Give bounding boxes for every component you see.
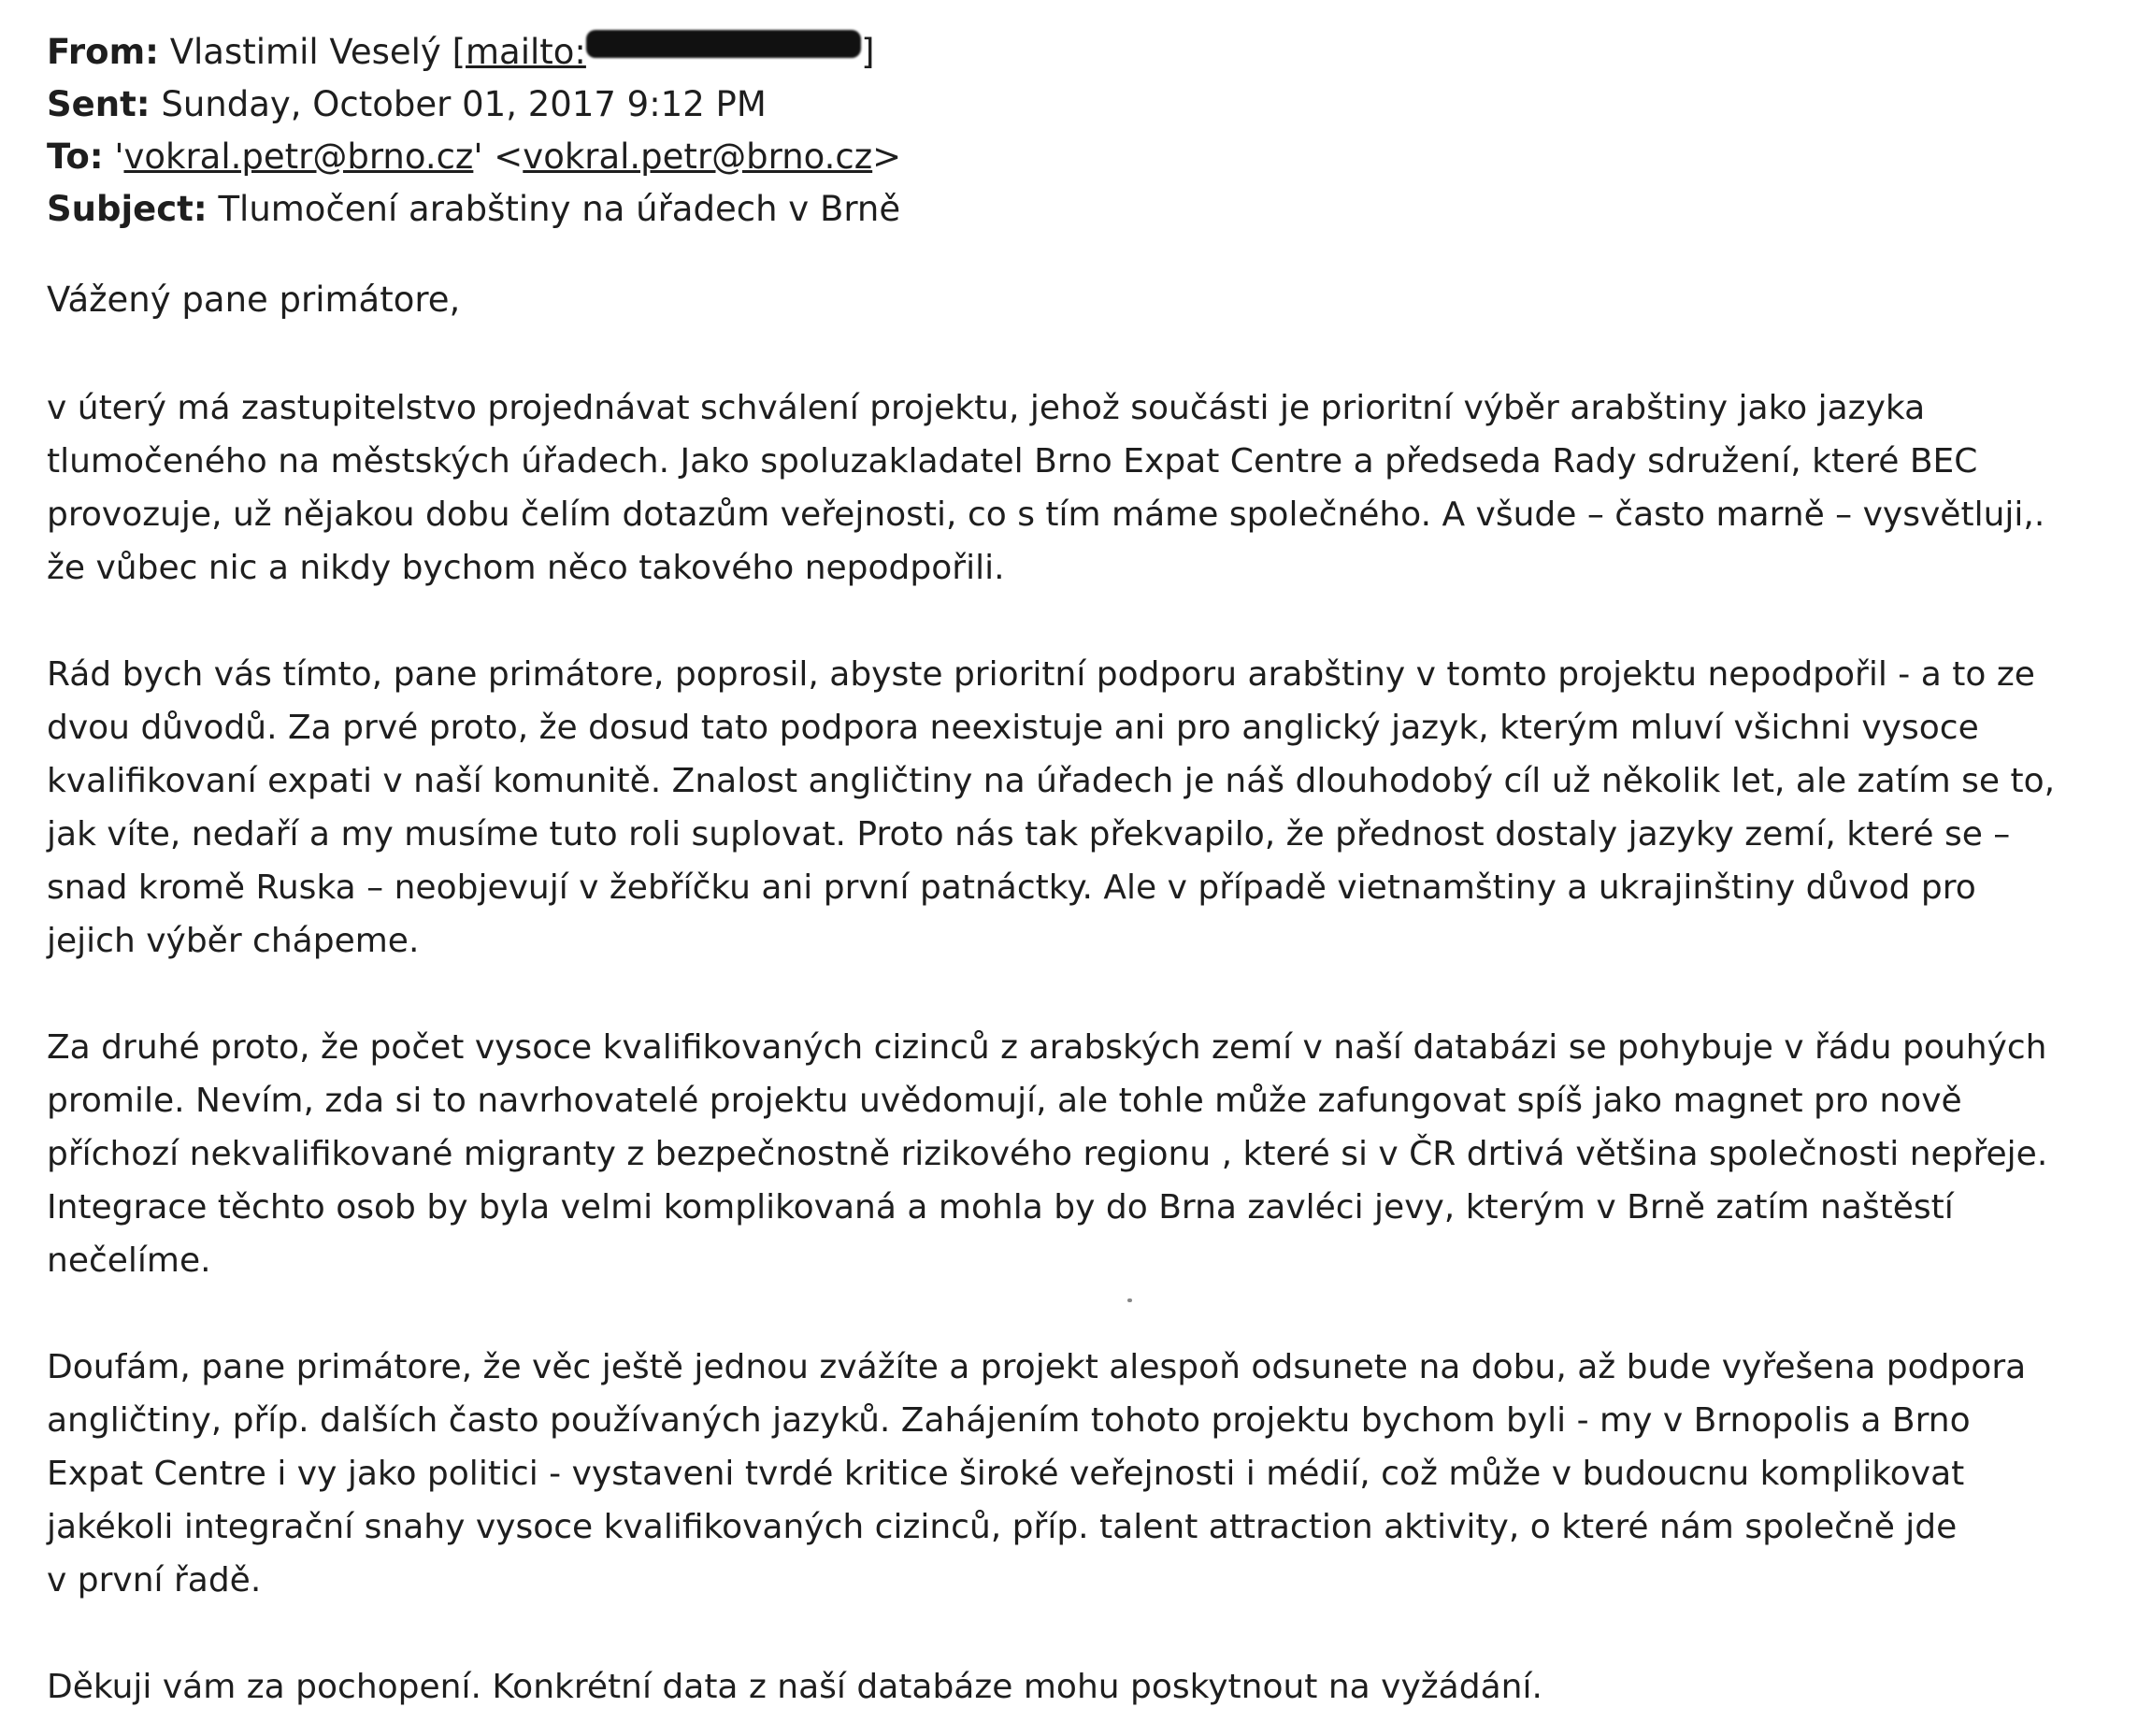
paragraph-line: nečelíme. [47,1241,211,1280]
to-email-link-1[interactable]: vokral.petr@brno.cz [123,136,474,177]
paragraph-4 [47,1341,2124,1607]
subject-value: Tlumočení arabštiny na úřadech v Brně [218,189,901,229]
sent-label: Sent: [47,84,151,124]
paragraph-1 [47,381,2124,595]
from-mailto-link[interactable] [466,32,861,72]
to-line [47,131,2124,183]
to-email-link-2[interactable]: vokral.petr@brno.cz [523,136,873,177]
paragraph-line: dvou důvodů. Za prvé proto, že dosud tato podpora neexistuje ani pro anglický jazyk, kterým mluví všichni vysoce [47,709,1979,747]
to-label: To: [47,136,104,177]
paragraph-line: provozuje, už nějakou dobu čelím dotazům veřejnosti, co s tím máme společného. A všude – často marně – vysvětluji,. [47,495,2045,534]
paragraph-line: snad kromě Ruska – neobjevují v žebříčku ani první patnáctky. Ale v případě vietnamštiny a ukrajinštiny důvod pro [47,868,1976,907]
paragraph-line: jejich výběr chápeme. [47,922,420,960]
to-quote-close: ' < [473,136,524,177]
redacted-email [586,30,861,58]
paragraph-line: jakékoli integrační snahy vysoce kvalifikovaných cizinců, příp. talent attraction aktivity, o které nám společně jde [47,1508,1958,1546]
paragraph-line: kvalifikovaní expati v naší komunitě. Znalost angličtiny na úřadech je náš dlouhodobý cíl už několik let, ale zatím se to, [47,762,2056,800]
paragraph-line: příchozí nekvalifikované migranty z bezpečnostně rizikového regionu , které si v ČR drtivá většina společnosti nepřeje. [47,1135,2048,1173]
from-name: Vlastimil Veselý [ [169,32,466,72]
paragraph-2 [47,648,2124,968]
from-label: From: [47,32,159,72]
sent-line [47,79,2124,131]
paragraph-5 [47,1660,2124,1714]
paragraph-line: Děkuji vám za pochopení. Konkrétní data z naší databáze mohu poskytnout na vyžádání. [47,1668,1542,1706]
from-close-bracket: ] [861,32,875,72]
subject-label: Subject: [47,189,208,229]
mailto-prefix: mailto: [466,32,586,72]
paragraph-line: Doufám, pane primátore, že věc ještě jednou zvážíte a projekt alespoň odsunete na dobu, až bude vyřešena podpora [47,1348,2027,1386]
paragraph-line: angličtiny, příp. dalších často používaných jazyků. Zahájením tohoto projektu bychom byli - my v Brnopolis a Brno [47,1401,1971,1440]
salutation: Vážený pane primátore, [47,280,461,320]
scan-speck [1127,1298,1132,1302]
paragraph-line: v úterý má zastupitelstvo projednávat schválení projektu, jehož součásti je prioritní výběr arabštiny jako jazyka [47,389,1926,427]
paragraph-line: že vůbec nic a nikdy bychom něco takového nepodpořili. [47,549,1005,587]
paragraph-line: promile. Nevím, zda si to navrhovatelé projektu uvědomují, ale tohle může zafungovat spíš jako magnet pro nově [47,1082,1962,1120]
subject-line [47,183,2124,236]
paragraph-line: Expat Centre i vy jako politici - vystaveni tvrdé kritice široké veřejnosti i médií, což může v budoucnu komplikovat [47,1455,1965,1493]
to-quote-open: ' [114,136,124,177]
paragraph-line: v první řadě. [47,1561,262,1600]
to-angle-close: > [872,136,902,177]
sent-value: Sunday, October 01, 2017 9:12 PM [161,84,767,124]
from-line [47,26,2124,79]
paragraph-line: Rád bych vás tímto, pane primátore, poprosil, abyste prioritní podporu arabštiny v tomto projektu nepodpořil - a to ze [47,655,2035,694]
paragraph-line: Za druhé proto, že počet vysoce kvalifikovaných cizinců z arabských zemí v naší databázi se pohybuje v řádu pouhých [47,1028,2047,1067]
paragraph-line: Integrace těchto osob by byla velmi komplikovaná a mohla by do Brna zavléci jevy, kterým v Brně zatím naštěstí [47,1188,1954,1227]
paragraph-line: tlumočeného na městských úřadech. Jako spoluzakladatel Brno Expat Centre a předseda Rady sdružení, které BEC [47,442,1978,481]
paragraph-3 [47,1021,2124,1287]
paragraph-line: jak víte, nedaří a my musíme tuto roli suplovat. Proto nás tak překvapilo, že přednost dostaly jazyky zemí, které se – [47,815,2011,854]
